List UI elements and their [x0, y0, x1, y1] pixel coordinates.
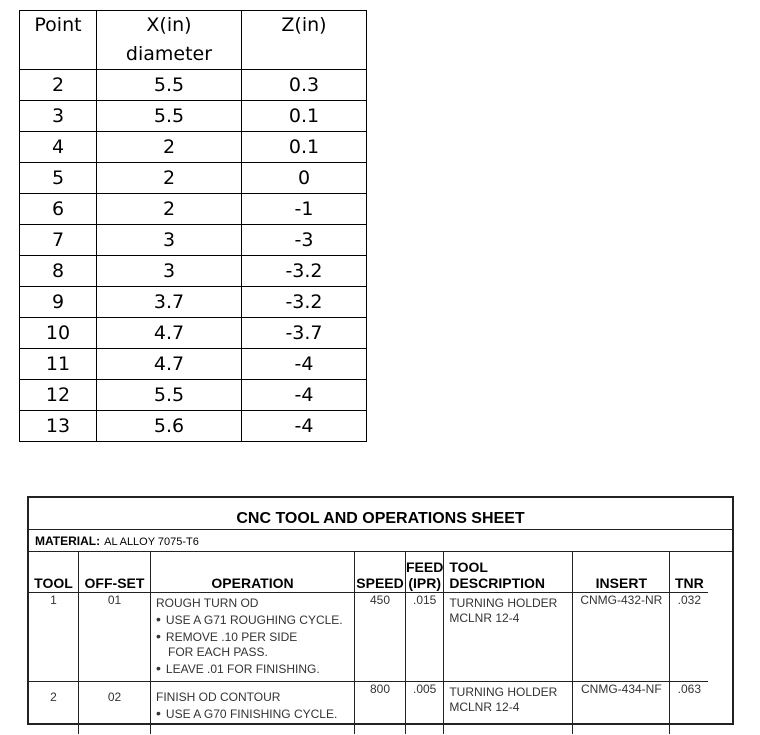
- cell-point: 5: [20, 163, 97, 194]
- sheet-title: CNC TOOL AND OPERATIONS SHEET: [29, 498, 732, 530]
- header-x-line2: diameter: [125, 43, 213, 65]
- points-table-body: [20, 70, 367, 442]
- point-row: [20, 194, 367, 225]
- cell-x: 2: [97, 132, 242, 163]
- cell-offset: 02: [79, 682, 151, 735]
- cell-point: 6: [20, 194, 97, 225]
- cell-z: 0.1: [242, 132, 367, 163]
- cell-z: -1: [242, 194, 367, 225]
- cell-x: 5.5: [97, 101, 242, 132]
- points-header-row: [20, 11, 367, 70]
- desc-line1: TURNING HOLDER: [449, 596, 558, 610]
- operation-row: [29, 682, 708, 735]
- cell-point: 4: [20, 132, 97, 163]
- cell-x: 3: [97, 225, 242, 256]
- operation-bullet: • USE A G71 ROUGHING CYCLE.: [156, 612, 354, 628]
- cell-x: 5.5: [97, 380, 242, 411]
- cell-feed: .005: [406, 682, 444, 735]
- cell-insert: CNMG-434-NF: [573, 682, 670, 735]
- cell-z: -3.7: [242, 318, 367, 349]
- point-row: [20, 380, 367, 411]
- cell-tool: 1: [29, 593, 79, 682]
- point-row: [20, 287, 367, 318]
- cell-point: 3: [20, 101, 97, 132]
- col-tnr: TNR: [670, 551, 709, 593]
- operation-bullet: • LEAVE .01 FOR FINISHING.: [156, 661, 354, 677]
- point-row: [20, 163, 367, 194]
- point-row: [20, 101, 367, 132]
- operations-table: [29, 551, 708, 734]
- cell-z: 0.1: [242, 101, 367, 132]
- cell-operation: [151, 593, 355, 682]
- cell-speed: 800: [355, 682, 406, 735]
- cell-operation: [151, 682, 355, 735]
- point-row: [20, 70, 367, 101]
- cell-point: 10: [20, 318, 97, 349]
- cell-x: 5.5: [97, 70, 242, 101]
- col-tool: TOOL: [29, 551, 79, 593]
- col-operation: OPERATION: [151, 551, 355, 593]
- col-offset: OFF-SET: [79, 551, 151, 593]
- material-label: MATERIAL:: [35, 534, 101, 548]
- col-desc-line2: DESCRIPTION: [449, 575, 546, 591]
- cell-speed: 450: [355, 593, 406, 682]
- col-speed: SPEED: [355, 551, 406, 593]
- header-z: Z(in): [242, 11, 367, 70]
- desc-line2: MCLNR 12-4: [449, 700, 520, 714]
- point-row: [20, 256, 367, 287]
- col-insert: INSERT: [573, 551, 670, 593]
- header-x-line1: X(in): [146, 14, 192, 36]
- cell-feed: .015: [406, 593, 444, 682]
- point-row: [20, 411, 367, 442]
- point-row: [20, 349, 367, 380]
- col-feed-line2: (IPR): [408, 575, 441, 591]
- points-table: [19, 10, 367, 442]
- col-tool-description: [444, 551, 573, 593]
- cell-tool: 2: [29, 682, 79, 735]
- cell-point: 13: [20, 411, 97, 442]
- point-row: [20, 318, 367, 349]
- material-value: AL ALLOY 7075-T6: [104, 536, 199, 548]
- cell-z: -4: [242, 411, 367, 442]
- operation-row: [29, 593, 708, 682]
- cell-point: 9: [20, 287, 97, 318]
- cnc-operations-sheet: [27, 496, 734, 725]
- col-feed: [406, 551, 444, 593]
- cell-point: 7: [20, 225, 97, 256]
- cell-tnr: .063: [677, 682, 702, 696]
- col-desc-line1: TOOL: [449, 559, 488, 575]
- operation-title: ROUGH TURN OD: [156, 596, 259, 610]
- cell-x: 3: [97, 256, 242, 287]
- operation-bullet-continuation: FOR EACH PASS.: [168, 645, 268, 659]
- cell-z: -3: [242, 225, 367, 256]
- cell-z: 0.3: [242, 70, 367, 101]
- header-point: Point: [20, 11, 97, 70]
- desc-line2: MCLNR 12-4: [449, 611, 520, 625]
- material-row: [29, 529, 732, 552]
- cell-z: -4: [242, 380, 367, 411]
- cell-insert: CNMG-432-NR: [573, 593, 670, 682]
- cell-x: 5.6: [97, 411, 242, 442]
- operation-bullet: • USE A G70 FINISHING CYCLE.: [156, 706, 354, 722]
- cell-x: 4.7: [97, 349, 242, 380]
- cell-x: 3.7: [97, 287, 242, 318]
- cell-z: 0: [242, 163, 367, 194]
- header-x: [97, 11, 242, 70]
- cell-z: -3.2: [242, 256, 367, 287]
- cell-tool-description: [444, 593, 573, 682]
- operation-title: FINISH OD CONTOUR: [156, 690, 281, 704]
- col-feed-line1: FEED: [406, 559, 444, 575]
- cell-point: 8: [20, 256, 97, 287]
- operation-bullet: • REMOVE .10 PER SIDE: [156, 629, 354, 645]
- cell-z: -4: [242, 349, 367, 380]
- point-row: [20, 132, 367, 163]
- desc-line1: TURNING HOLDER: [449, 685, 558, 699]
- point-row: [20, 225, 367, 256]
- cell-offset: 01: [79, 593, 151, 682]
- cell-x: 2: [97, 163, 242, 194]
- cell-z: -3.2: [242, 287, 367, 318]
- cell-point: 12: [20, 380, 97, 411]
- cell-x: 2: [97, 194, 242, 225]
- cell-point: 2: [20, 70, 97, 101]
- cell-x: 4.7: [97, 318, 242, 349]
- cell-tool-description: [444, 682, 573, 735]
- cell-tnr: .032: [670, 593, 709, 682]
- operations-header-row: [29, 551, 708, 593]
- cell-point: 11: [20, 349, 97, 380]
